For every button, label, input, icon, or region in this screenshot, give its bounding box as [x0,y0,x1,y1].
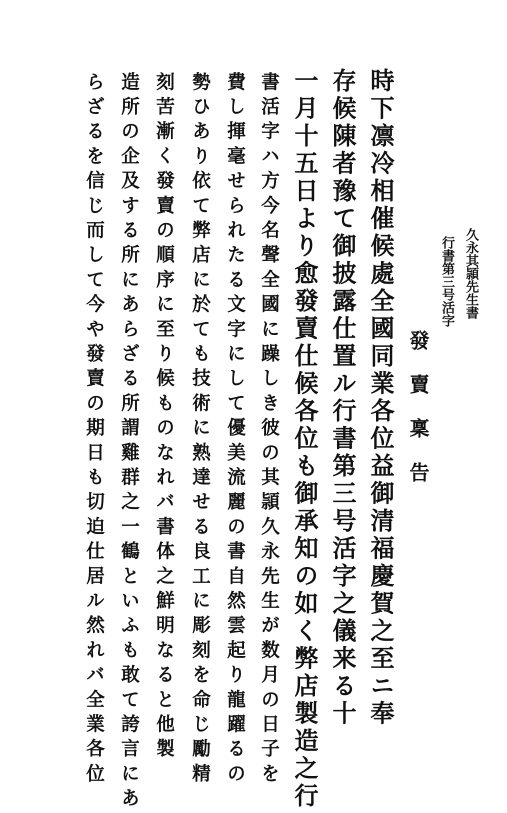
body-line-8: 造所の企及する所にあらざる所謂雞群之一鶴といふも敢て誇言にあ [118,72,140,813]
document-title: 發賣稟告 [406,330,430,506]
body-line-5: 費し揮毫せられたる文字にして優美流麗の書自然雲起り龍躍るの [224,72,246,789]
body-line-6: 勢ひあり依て弊店に於ても技術に熟達せる良工に彫刻を命じ勵精 [189,72,211,789]
body-line-4: 書活字ハ方今名聲全國に躁しき彼の其頴久永先生が数月の日子を [258,72,280,789]
body-line-1: 時下凛冷相催候處全國同業各位益御清福慶賀之至ニ奉 [366,68,395,728]
body-line-7: 刻苦漸く發賣の順序に至り候ものなれバ書体之鮮明なると他製 [153,72,175,764]
body-line-9: らざるを信じ而して今や發賣の期日も切迫仕居ル然れバ全業各位 [83,72,105,789]
body-line-3: 一月十五日より愈發賣仕候各位も御承知の如く弊店製造之行 [290,68,319,811]
body-line-2: 存候陳者豫て御披露仕置ル行書第三号活字之儀来る十 [328,68,357,728]
caption-line-2: 行書第三号活字 [439,236,454,327]
caption-line-1: 久永其頴先生書 [463,228,478,319]
